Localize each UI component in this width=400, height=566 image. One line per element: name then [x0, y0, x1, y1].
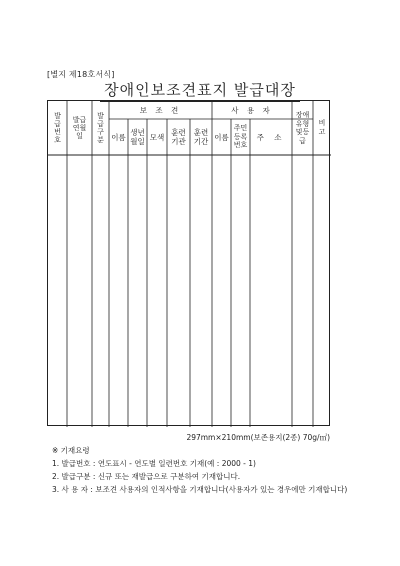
header-dog-birth: 생년월일	[130, 128, 145, 146]
header-issue-date: 발급연월일	[72, 116, 87, 140]
header-resident-number: 주민등록번호	[233, 124, 248, 150]
notes-section	[52, 444, 347, 496]
header-disability-type-grade: 장애유형및등급	[295, 111, 310, 145]
header-remarks: 비고	[318, 119, 326, 136]
header-group-assistance-dog: 보 조 견	[139, 105, 182, 115]
page-title-wrapper	[0, 79, 400, 102]
header-issue-number: 발급번호	[54, 112, 61, 144]
paper-spec: 297mm×210mm(보존용지(2종) 70g/㎡)	[186, 433, 330, 442]
header-issue-type: 발급구분	[97, 112, 104, 144]
header-dog-coat: 모색	[149, 132, 165, 142]
note-item-1: 1. 발급번호 : 연도표시 - 연도별 일련번호 기재(예 : 2000 - 1)	[52, 459, 256, 468]
note-item-2: 2. 발급구분 : 신규 또는 재발급으로 구분하여 기재합니다.	[52, 472, 241, 481]
header-group-user: 사 용 자	[231, 105, 273, 115]
header-training-period: 훈련기간	[193, 128, 209, 146]
notes-heading: ※ 기재요령	[52, 446, 90, 455]
header-training-org: 훈련기관	[171, 128, 186, 146]
header-address: 주 소	[256, 132, 286, 142]
issue-register-table	[47, 100, 330, 426]
header-user-name: 이름	[214, 132, 229, 142]
note-item-3: 3. 사 용 자 : 보조견 사용자의 인적사항을 기재합니다(사용자가 있는 경우에만 기재합니다)	[52, 485, 348, 494]
header-dog-name: 이름	[111, 132, 126, 142]
form-number: [별지 제18호서식]	[47, 70, 115, 79]
page-title: 장애인보조견표지 발급대장	[100, 79, 300, 102]
